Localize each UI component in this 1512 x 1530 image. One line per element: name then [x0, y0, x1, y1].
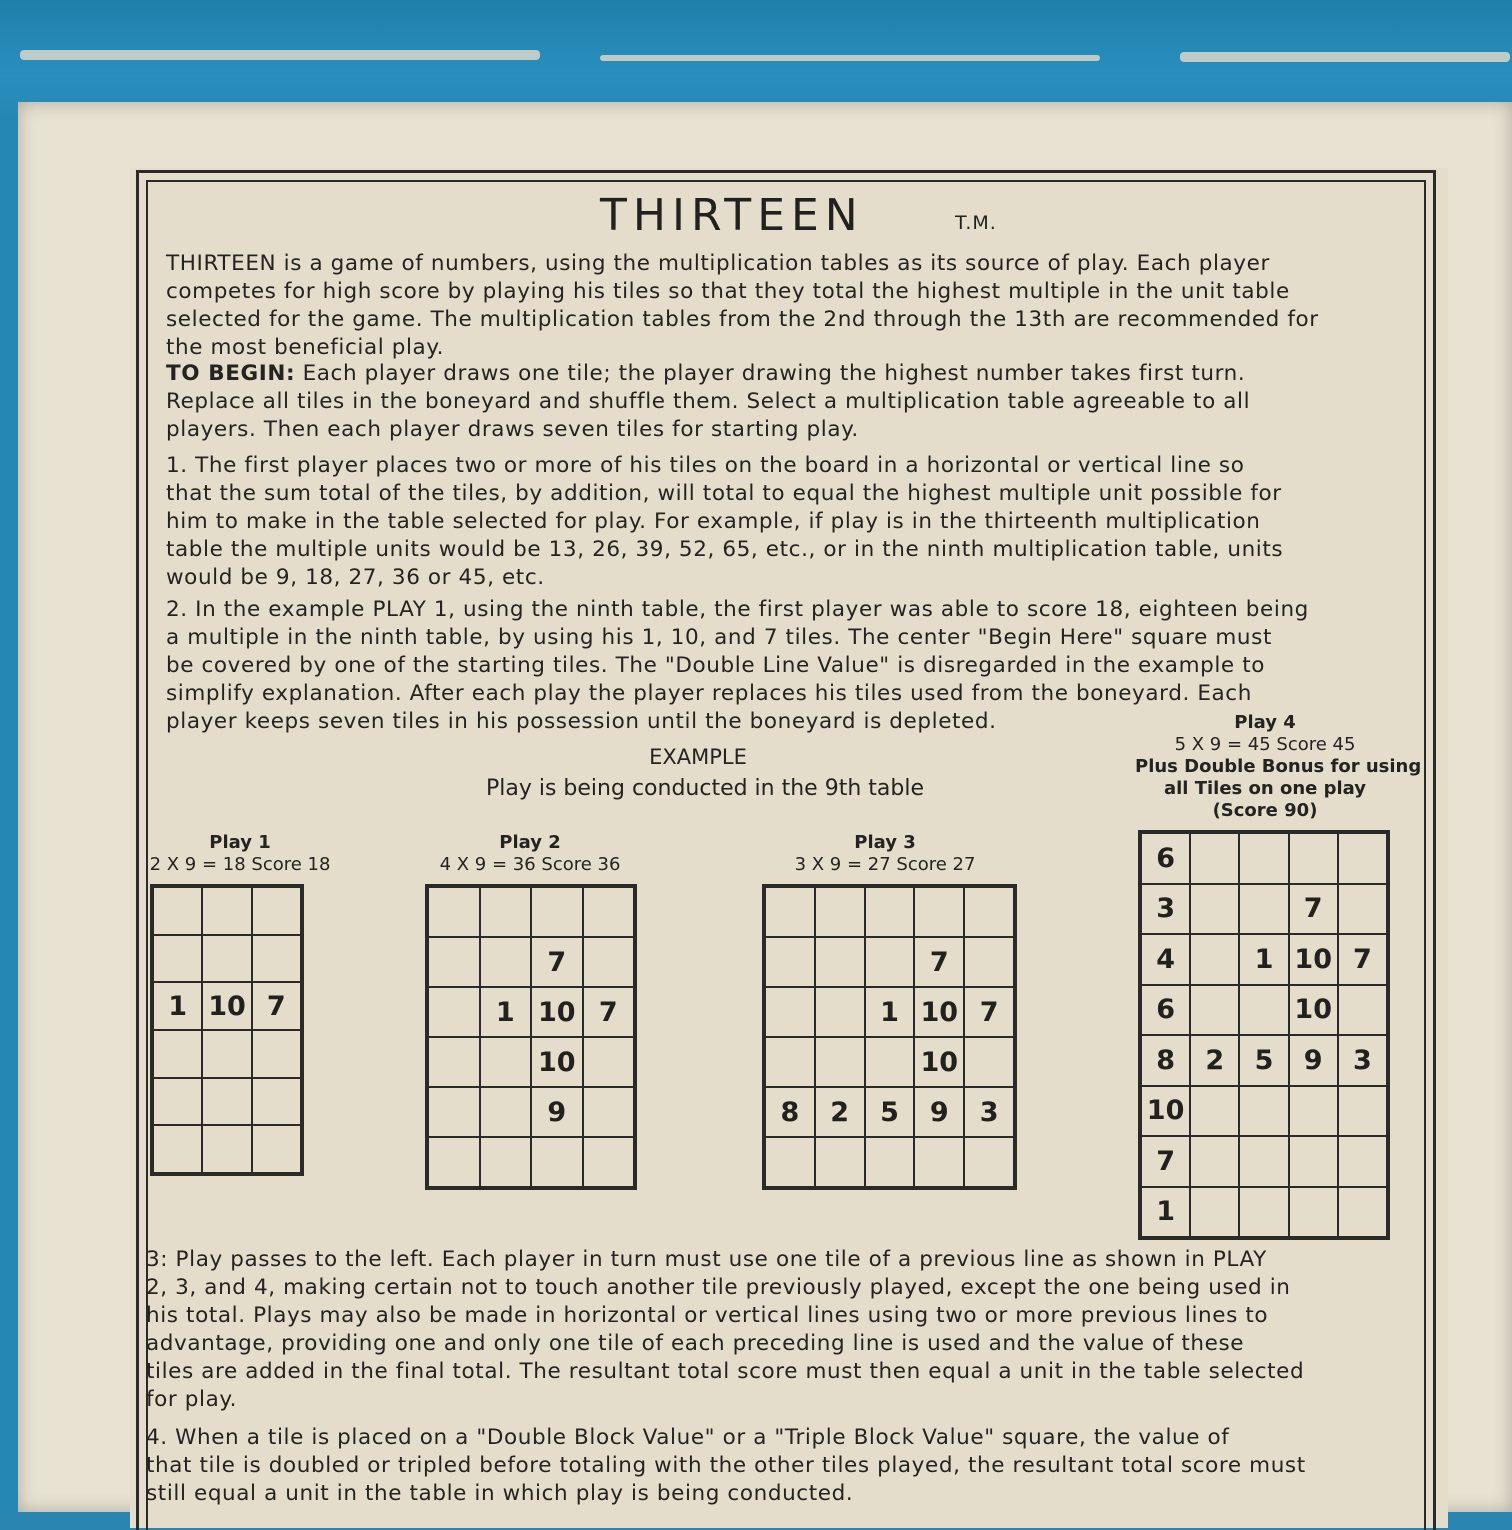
- board-tile: 5: [865, 1087, 915, 1137]
- board-square: [1239, 1136, 1288, 1187]
- board-square: [153, 887, 202, 935]
- board-tile: 7: [914, 937, 964, 987]
- board-square: [914, 887, 964, 937]
- board-square: [765, 1037, 815, 1087]
- board-tile: 3: [1141, 884, 1190, 935]
- rule-2-line: player keeps seven tiles in his possession until the boneyard is depleted.: [166, 709, 997, 734]
- rule-4-line: that tile is doubled or tripled before totaling with the other tiles played, the resultant total score must: [146, 1453, 1306, 1478]
- board-tile: 7: [583, 987, 635, 1037]
- board-square: [865, 1137, 915, 1187]
- board-square: [1289, 1086, 1338, 1137]
- rule-1-line: that the sum total of the tiles, by addition, will total to equal the highest multiple unit possible for: [166, 481, 1282, 506]
- rule-2-line: a multiple in the ninth table, by using his 1, 10, and 7 tiles. The center "Begin Here" square must: [166, 625, 1272, 650]
- board-tile: 10: [1289, 985, 1338, 1036]
- board-square: [815, 987, 865, 1037]
- board-square: [1239, 1187, 1288, 1238]
- board-tile: 5: [1239, 1035, 1288, 1086]
- box-rim-scuff: [1180, 52, 1510, 62]
- play-3-board: [762, 884, 1017, 1190]
- board-square: [964, 1037, 1014, 1087]
- rule-4-line: 4. When a tile is placed on a "Double Block Value" or a "Triple Block Value" square, the value of: [146, 1425, 1230, 1450]
- board-square: [428, 987, 480, 1037]
- to-begin-line: players. Then each player draws seven tiles for starting play.: [166, 417, 859, 442]
- board-tile: 4: [1141, 934, 1190, 985]
- board-square: [202, 1030, 251, 1078]
- intro-line: selected for the game. The multiplication tables from the 2nd through the 13th are recommended for: [166, 307, 1319, 332]
- board-square: [1190, 884, 1239, 935]
- board-square: [1190, 985, 1239, 1036]
- board-square: [531, 887, 583, 937]
- board-tile: 7: [964, 987, 1014, 1037]
- board-square: [480, 1037, 532, 1087]
- rule-1-line: table the multiple units would be 13, 26, 39, 52, 65, etc., or in the ninth multiplication table, units: [166, 537, 1284, 562]
- board-square: [815, 887, 865, 937]
- board-square: [583, 1137, 635, 1187]
- board-tile: 7: [252, 982, 301, 1030]
- board-square: [480, 937, 532, 987]
- rule-3-line: advantage, providing one and only one tile of each preceding line is used and the value of these: [146, 1331, 1245, 1356]
- board-square: [1190, 1187, 1239, 1238]
- board-square: [202, 1078, 251, 1126]
- board-square: [583, 1087, 635, 1137]
- board-square: [1239, 884, 1288, 935]
- board-tile: 10: [914, 1037, 964, 1087]
- board-tile: 10: [1289, 934, 1338, 985]
- rule-1-line: would be 9, 18, 27, 36 or 45, etc.: [166, 565, 545, 590]
- board-square: [1190, 1086, 1239, 1137]
- board-square: [202, 935, 251, 983]
- play-4-bonus: all Tiles on one play: [1163, 778, 1367, 799]
- board-square: [428, 887, 480, 937]
- play-2-title: Play 2: [499, 832, 561, 853]
- board-square: [964, 887, 1014, 937]
- play-2-board: [425, 884, 637, 1190]
- board-square: [964, 1137, 1014, 1187]
- board-square: [252, 1125, 301, 1173]
- board-square: [480, 1087, 532, 1137]
- play-1-title: Play 1: [209, 832, 271, 853]
- play-3-formula: 3 X 9 = 27 Score 27: [794, 854, 976, 875]
- board-tile: 10: [914, 987, 964, 1037]
- board-square: [252, 1078, 301, 1126]
- board-square: [865, 887, 915, 937]
- play-4-score: (Score 90): [1212, 800, 1318, 821]
- board-square: [583, 1037, 635, 1087]
- board-square: [252, 887, 301, 935]
- example-label: EXAMPLE: [649, 745, 747, 769]
- board-square: [252, 1030, 301, 1078]
- board-tile: 1: [1239, 934, 1288, 985]
- play-4-formula: 5 X 9 = 45 Score 45: [1174, 734, 1356, 755]
- to-begin-line: Replace all tiles in the boneyard and shuffle them. Select a multiplication table agreeable to all: [166, 389, 1251, 414]
- play-1-formula: 2 X 9 = 18 Score 18: [149, 854, 331, 875]
- board-square: [583, 887, 635, 937]
- board-tile: 6: [1141, 985, 1190, 1036]
- board-square: [1338, 985, 1387, 1036]
- to-begin-label: TO BEGIN:: [166, 361, 296, 386]
- board-square: [815, 937, 865, 987]
- board-square: [765, 937, 815, 987]
- play-2-formula: 4 X 9 = 36 Score 36: [439, 854, 621, 875]
- play-4-board: [1138, 830, 1390, 1240]
- board-tile: 8: [1141, 1035, 1190, 1086]
- board-square: [1289, 833, 1338, 884]
- intro-line: competes for high score by playing his tiles so that they total the highest multiple in the unit table: [166, 279, 1290, 304]
- board-square: [1338, 1136, 1387, 1187]
- board-square: [583, 937, 635, 987]
- board-square: [1338, 1187, 1387, 1238]
- to-begin-text: Each player draws one tile; the player drawing the highest number takes first turn.: [295, 361, 1246, 386]
- board-square: [765, 987, 815, 1037]
- rule-1-line: him to make in the table selected for play. For example, if play is in the thirteenth multiplication: [166, 509, 1261, 534]
- rule-3-line: tiles are added in the final total. The resultant total score must then equal a unit in the table selected: [146, 1359, 1305, 1384]
- board-square: [865, 1037, 915, 1087]
- board-square: [252, 935, 301, 983]
- board-tile: 7: [531, 937, 583, 987]
- board-tile: 6: [1141, 833, 1190, 884]
- board-square: [1338, 833, 1387, 884]
- board-square: [480, 887, 532, 937]
- example-subtitle: Play is being conducted in the 9th table: [485, 776, 924, 801]
- board-square: [964, 937, 1014, 987]
- rule-2-line: simplify explanation. After each play the player replaces his tiles used from the boneyard. Each: [166, 681, 1252, 706]
- play-1-board: [150, 884, 304, 1176]
- board-square: [765, 1137, 815, 1187]
- rule-3-line: 3: Play passes to the left. Each player in turn must use one tile of a previous line as shown in PLAY: [146, 1247, 1267, 1272]
- board-square: [480, 1137, 532, 1187]
- board-square: [1190, 934, 1239, 985]
- board-tile: 2: [815, 1087, 865, 1137]
- play-4-bonus: Plus Double Bonus for using: [1135, 756, 1422, 777]
- board-square: [1338, 1086, 1387, 1137]
- play-3-title: Play 3: [854, 832, 916, 853]
- board-square: [914, 1137, 964, 1187]
- board-square: [815, 1037, 865, 1087]
- board-tile: 8: [765, 1087, 815, 1137]
- board-square: [428, 1087, 480, 1137]
- play-4-title: Play 4: [1234, 712, 1296, 733]
- board-tile: 10: [531, 1037, 583, 1087]
- board-square: [153, 935, 202, 983]
- rule-3-line: 2, 3, and 4, making certain not to touch another tile previously played, except the one being used in: [146, 1275, 1291, 1300]
- rule-2-line: be covered by one of the starting tiles. The "Double Line Value" is disregarded in the example to: [166, 653, 1265, 678]
- intro-line: THIRTEEN is a game of numbers, using the multiplication tables as its source of play. Each player: [166, 251, 1270, 276]
- board-tile: 7: [1338, 934, 1387, 985]
- board-tile: 10: [202, 982, 251, 1030]
- board-square: [428, 937, 480, 987]
- trademark-label: T.M.: [955, 212, 997, 234]
- board-square: [815, 1137, 865, 1187]
- board-square: [1190, 1136, 1239, 1187]
- board-tile: 9: [914, 1087, 964, 1137]
- board-square: [428, 1037, 480, 1087]
- board-tile: 9: [1289, 1035, 1338, 1086]
- rule-3-line: his total. Plays may also be made in horizontal or vertical lines using two or more previous lines to: [146, 1303, 1269, 1328]
- rule-3-line: for play.: [146, 1387, 238, 1412]
- rule-2-line: 2. In the example PLAY 1, using the ninth table, the first player was able to score 18, eighteen being: [166, 597, 1309, 622]
- rule-1-line: 1. The first player places two or more of his tiles on the board in a horizontal or vertical line so: [166, 453, 1245, 478]
- board-square: [202, 1125, 251, 1173]
- board-square: [765, 887, 815, 937]
- box-rim-scuff: [20, 50, 540, 60]
- board-square: [153, 1125, 202, 1173]
- board-tile: 10: [531, 987, 583, 1037]
- board-square: [531, 1137, 583, 1187]
- board-tile: 1: [865, 987, 915, 1037]
- board-tile: 2: [1190, 1035, 1239, 1086]
- board-tile: 7: [1289, 884, 1338, 935]
- board-square: [1239, 985, 1288, 1036]
- board-square: [1289, 1136, 1338, 1187]
- board-tile: 1: [153, 982, 202, 1030]
- board-tile: 9: [531, 1087, 583, 1137]
- board-square: [153, 1078, 202, 1126]
- board-square: [153, 1030, 202, 1078]
- board-square: [1289, 1187, 1338, 1238]
- board-square: [202, 887, 251, 935]
- board-tile: 7: [1141, 1136, 1190, 1187]
- intro-line: the most beneficial play.: [166, 335, 445, 360]
- board-tile: 1: [480, 987, 532, 1037]
- to-begin-line: [166, 360, 1245, 388]
- board-square: [1338, 884, 1387, 935]
- board-square: [1239, 833, 1288, 884]
- board-tile: 3: [964, 1087, 1014, 1137]
- board-square: [428, 1137, 480, 1187]
- board-tile: 1: [1141, 1187, 1190, 1238]
- rule-4-line: still equal a unit in the table in which play is being conducted.: [146, 1481, 854, 1506]
- box-rim-scuff: [600, 55, 1100, 61]
- board-square: [1190, 833, 1239, 884]
- board-square: [865, 937, 915, 987]
- board-tile: 3: [1338, 1035, 1387, 1086]
- board-square: [1239, 1086, 1288, 1137]
- board-tile: 10: [1141, 1086, 1190, 1137]
- page-title: THIRTEEN: [600, 190, 864, 241]
